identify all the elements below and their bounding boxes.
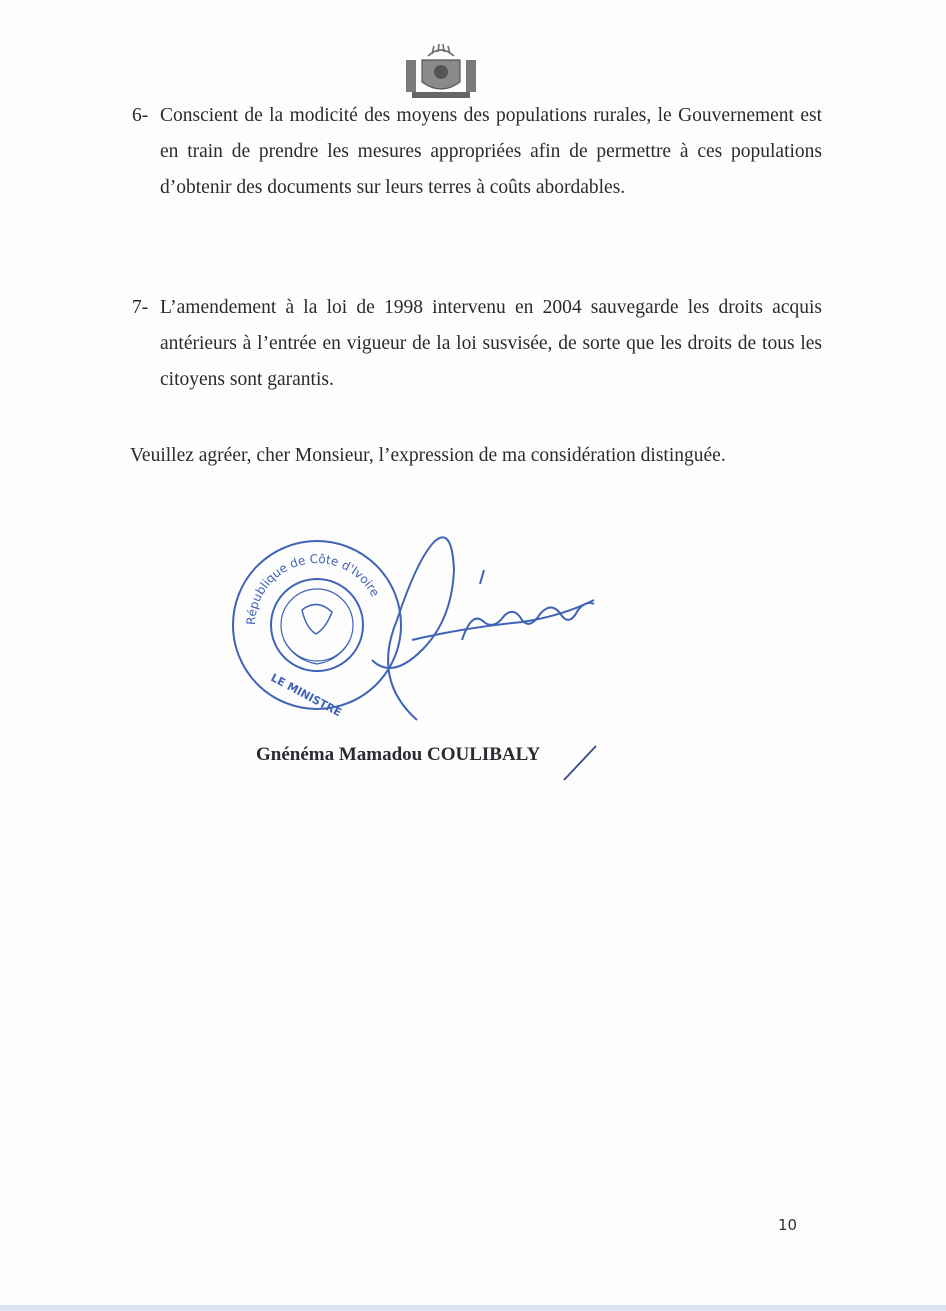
page-number: 10 [778,1216,798,1234]
item-text: L’amendement à la loi de 1998 intervenu en 2004 sauvegarde les droits acquis antérieurs à l’entrée en vigueur de la loi susvisée, de sorte que les droits de tous les citoyens sont garantis. [160,297,822,390]
scan-edge-strip [0,1305,946,1311]
paragraph-item-7 [132,290,822,398]
signatory-name: Gnénéma Mamadou COULIBALY [256,744,541,765]
ministry-stamp [233,541,401,709]
handwritten-signature [372,537,594,720]
stamp-inner-text: LE MINISTRE [268,671,344,720]
closing-formula: Veuillez agréer, cher Monsieur, l’expression de ma considération distinguée. [130,445,726,466]
stamp-outer-text: République de Côte d'Ivoire [243,551,383,626]
pen-check-mark [560,742,600,782]
coat-of-arms-emblem [398,42,484,102]
item-number: 6- [132,105,149,126]
item-text: Conscient de la modicité des moyens des populations rurales, le Gouvernement est en train de prendre les mesures appropriées afin de permettre à ces populations d’obtenir des documents sur leurs terres à coûts abordables. [160,105,822,198]
item-number: 7- [132,297,149,318]
official-stamp-and-signature [222,530,622,730]
paragraph-item-6 [132,98,822,206]
